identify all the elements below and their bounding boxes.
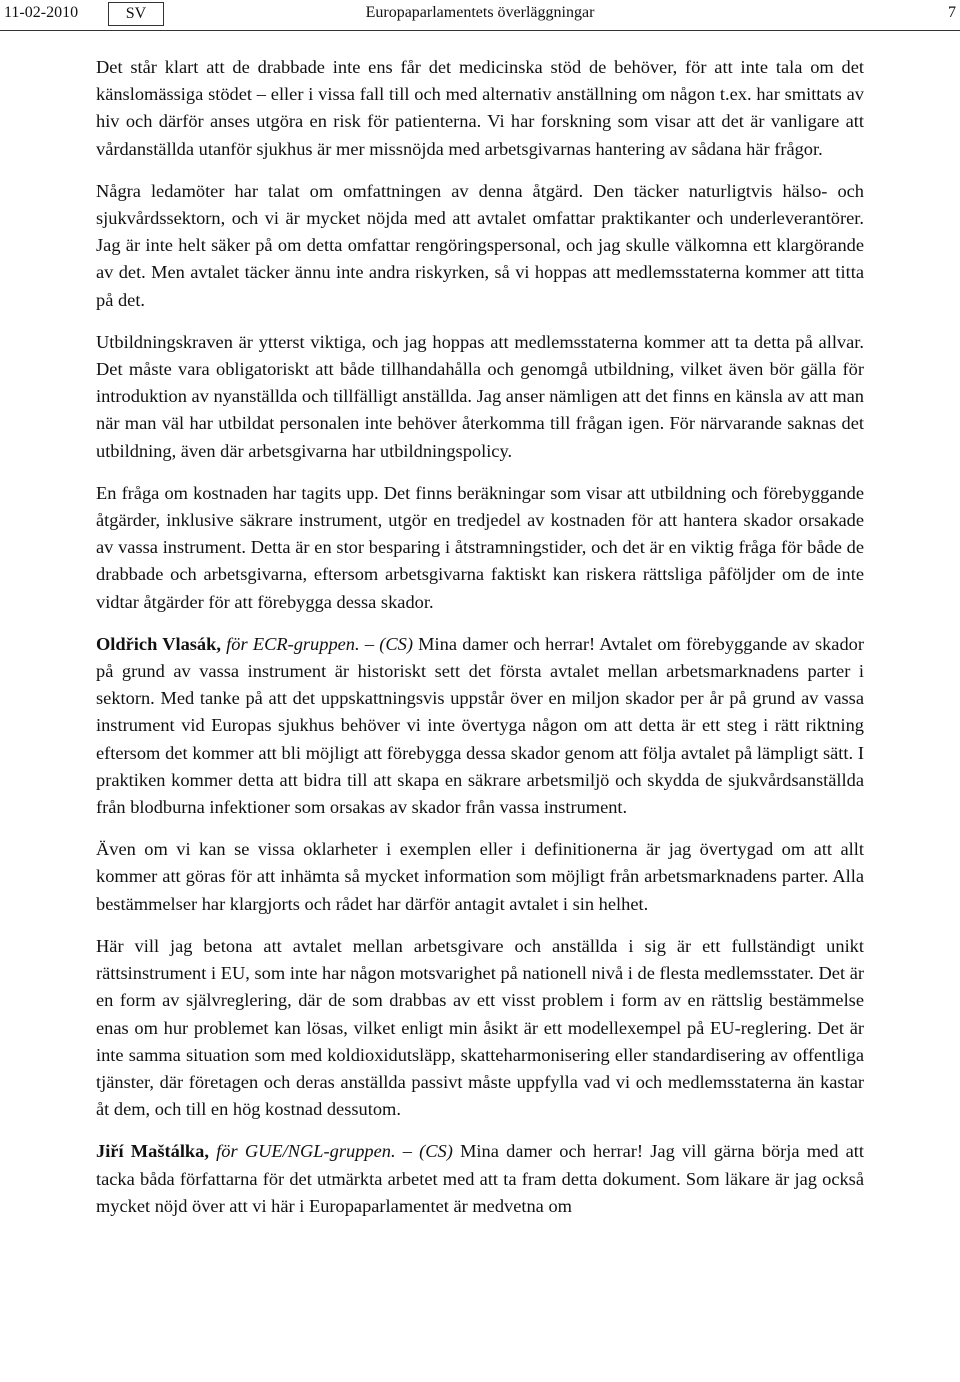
paragraph-6: Även om vi kan se vissa oklarheter i exemplen eller i definitionerna är jag övertygad om att allt kommer att göras för att inhämta så mycket information som möjligt från arbetsmarknadens parter. Alla bestämmelser har klargjorts och rådet har därför antagit avtalet i sin helhet.	[96, 839, 864, 914]
paragraph-1: Det står klart att de drabbade inte ens får det medicinska stöd de behöver, för att inte tala om det känslomässiga stödet – eller i vissa fall till och med alternativ anställning om någon t.ex. har smittats av hiv och därför anses utgöra en risk för patienterna. Vi har forskning som visar att det är vanligare att vårdanställda utanför sjukhus är mer missnöjda med arbetsgivarnas hantering av sådana här frågor.	[96, 57, 864, 159]
speaker-affiliation: för GUE/NGL-gruppen. – (CS)	[216, 1141, 453, 1162]
paragraph-5: Oldřich Vlasák, för ECR-gruppen. – (CS) Mina damer och herrar! Avtalet om förebyggande av skador på grund av vassa instrument är historiskt sett det första avtalet mellan arbetsmarknadens parter i sektorn. Med tanke på att det uppskattningsvis uppstår över en miljon skador per år på grund av vassa instrument vid Europas sjukhus behöver vi inte övertyga någon om att detta är ett steg i rätt riktning eftersom det kommer att bli möjligt att förebygga dessa skador genom att följa avtalet på lämpligt sätt. I praktiken kommer detta att bidra till att skapa en säkrare arbetsmiljö och skydda de sjukvårdsanställda från blodburna infektioner som orsakas av skador från vassa instrument.	[96, 633, 864, 818]
header-date: 11-02-2010	[4, 4, 79, 21]
paragraph-2: Några ledamöter har talat om omfattningen av denna åtgärd. Den täcker naturligtvis hälso- och sjukvårdssektorn, och vi är mycket nöjda med att avtalet omfattar praktikanter och underleverantörer. Jag är inte helt säker på om detta omfattar rengöringspersonal, och jag skulle välkomna ett klargörande av det. Men avtalet täcker ännu inte andra riskyrken, så vi hoppas att medlemsstaterna kommer att titta på det.	[96, 180, 864, 310]
page-header	[0, 0, 960, 31]
paragraph-8: Jiří Maštálka, för GUE/NGL-gruppen. – (CS) Mina damer och herrar! Jag vill gärna börja med att tacka båda författarna för det utmärkta arbetet med att ta fram detta dokument. Som läkare är jag också mycket nöjd över att vi här i Europaparlamentet är medvetna om	[96, 1141, 865, 1216]
header-title: Europaparlamentets överläggningar	[365, 4, 595, 21]
speaker-name: Oldřich Vlasák,	[96, 633, 221, 654]
speaker-affiliation: för ECR-gruppen. – (CS)	[226, 633, 413, 654]
header-page-number: 7	[948, 4, 956, 21]
paragraph-7: Här vill jag betona att avtalet mellan arbetsgivare och anställda i sig är ett fullständigt unikt rättsinstrument i EU, som inte har någon motsvarighet på nationell nivå i de flesta medlemsstater. Det är en form av självreglering, där de som drabbas av ett visst problem i form av en rättslig bestämmelse enas om hur problemet kan lösas, vilket enligt min åsikt är ett modellexempel på EU-reglering. Det är inte samma situation som med koldioxidutsläpp, skatteharmonisering eller standardisering av offentliga tjänster, där företagen och deras anställda passivt måste uppfylla vad vi och medlemsstaterna än kastar åt dem, och till en hög kostnad dessutom.	[96, 935, 864, 1120]
paragraph-4: En fråga om kostnaden har tagits upp. Det finns beräkningar som visar att utbildning och förebyggande åtgärder, inklusive säkrare instrument, utgör en tredjedel av kostnaden för att hantera skador orsakade av vassa instrument. Detta är en stor besparing i åtstramningstider, och det är en viktig fråga för både de drabbade och arbetsgivarna, eftersom arbetsgivarna faktiskt kan riskera rättsliga påföljder om de inte vidtar åtgärder för att förebygga dessa skador.	[96, 482, 864, 612]
header-language-box: SV	[108, 2, 164, 26]
speaker-name: Jiří Maštálka,	[96, 1141, 209, 1162]
paragraph-3: Utbildningskraven är ytterst viktiga, och jag hoppas att medlemsstaterna kommer att ta detta på allvar. Det måste vara obligatoriskt att både tillhandahålla och genomgå utbildning, vilket även bör gälla för introduktion av nyanställda och tillfälligt anställda. Jag anser nämligen att det finns en känsla av att man när man väl har utbildat personalen inte behöver återkomma till frågan igen. För närvarande saknas det utbildning, även där arbetsgivarna har utbildningspolicy.	[96, 331, 864, 461]
document-body	[96, 54, 864, 1235]
